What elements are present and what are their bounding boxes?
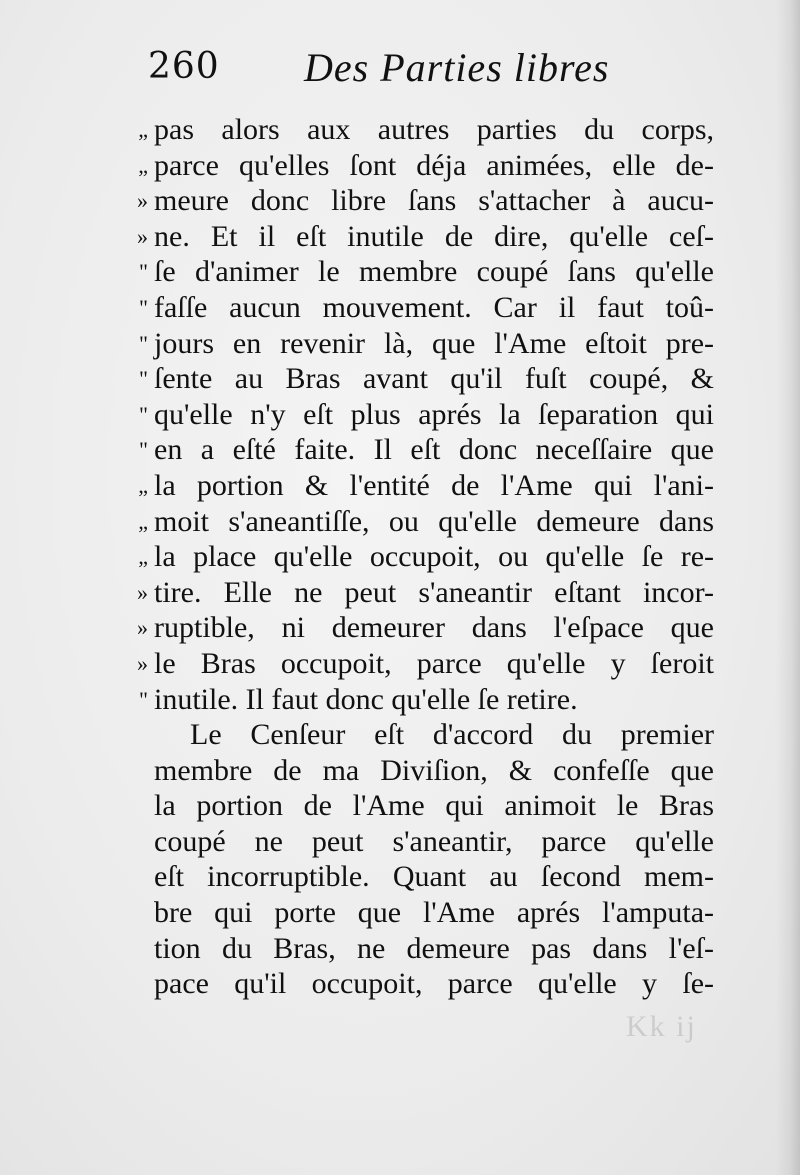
text-line	[114, 646, 714, 682]
line-text: Le Cenſeur eſt d'accord du premier	[190, 718, 714, 752]
quote-mark: "	[139, 686, 148, 712]
quote-mark: „	[138, 152, 148, 178]
line-text: en a eſté faite. Il eſt donc neceſſaire que	[154, 433, 714, 467]
quote-mark: "	[139, 437, 148, 463]
quote-mark: "	[139, 401, 148, 427]
line-text: la portion & l'entité de l'Ame qui l'ani-	[154, 468, 714, 502]
line-text: pas alors aux autres parties du corps,	[154, 113, 714, 146]
text-line	[114, 966, 714, 1002]
signature-mark-faint: Kk ij	[626, 1010, 697, 1043]
page-gutter-shadow	[776, 0, 800, 1175]
line-text: parce qu'elles ſont déja animées, elle de-	[154, 148, 714, 182]
line-text: inutile. Il faut donc qu'elle ſe retire.	[154, 682, 578, 716]
text-line	[114, 539, 714, 575]
line-text: eſt incorruptible. Quant au ſecond mem-	[154, 860, 714, 894]
line-text: le Bras occupoit, parce qu'elle y ſeroit	[154, 646, 714, 680]
quote-mark: "	[139, 294, 148, 320]
text-line	[114, 788, 714, 824]
line-text: la place qu'elle occupoit, ou qu'elle ſe re-	[154, 540, 714, 574]
quote-mark: »	[137, 579, 148, 605]
quote-mark: "	[139, 259, 148, 285]
line-text: ſente au Bras avant qu'il fuſt coupé, &	[154, 362, 714, 396]
quote-mark: "	[139, 366, 148, 392]
text-line	[114, 326, 714, 362]
paragraph-first-line	[114, 717, 714, 753]
text-line	[114, 148, 714, 184]
text-line	[114, 575, 714, 611]
line-text: coupé ne peut s'aneantir, parce qu'elle	[154, 824, 714, 858]
quote-mark: „	[138, 472, 148, 498]
text-line	[114, 468, 714, 504]
quote-mark: »	[137, 188, 148, 214]
text-line	[114, 753, 714, 789]
running-title: Des Parties libres	[304, 45, 610, 90]
line-text: membre de ma Diviſion, & confeſſe que	[154, 753, 714, 787]
line-text: bre qui porte que l'Ame aprés l'amputa-	[154, 896, 714, 930]
text-line	[114, 219, 714, 255]
text-line	[114, 361, 714, 397]
text-line	[114, 859, 714, 895]
text-line	[114, 824, 714, 860]
line-text: ruptible, ni demeurer dans l'eſpace que	[154, 611, 714, 645]
quote-mark: »	[137, 615, 148, 641]
page-header	[148, 42, 608, 98]
quote-mark: »	[137, 223, 148, 249]
line-text: moit s'aneantiſſe, ou qu'elle demeure dans	[154, 504, 714, 538]
body-text	[114, 112, 714, 1002]
quote-mark: »	[137, 650, 148, 676]
text-line	[114, 397, 714, 433]
text-line	[114, 183, 714, 219]
text-line	[114, 931, 714, 967]
text-line	[114, 290, 714, 326]
text-line	[114, 504, 714, 540]
line-text: ne. Et il eſt inutile de dire, qu'elle ceſ-	[154, 219, 714, 253]
quote-mark: "	[139, 330, 148, 356]
page-number: 260	[148, 46, 220, 87]
line-text: meure donc libre ſans s'attacher à aucu-	[154, 184, 714, 218]
quote-mark: „	[138, 508, 148, 534]
line-text: pace qu'il occupoit, parce qu'elle y ſe-	[154, 967, 714, 1001]
line-text: faſſe aucun mouvement. Car il faut toû-	[154, 290, 714, 324]
text-line	[114, 610, 714, 646]
text-line	[114, 432, 714, 468]
text-line	[114, 895, 714, 931]
quote-mark: „	[138, 544, 148, 570]
quote-mark: „	[138, 117, 148, 142]
line-text: tire. Elle ne peut s'aneantir eſtant incor-	[154, 575, 714, 609]
line-text: la portion de l'Ame qui animoit le Bras	[154, 789, 714, 823]
line-text: qu'elle n'y eſt plus aprés la ſeparation qui	[154, 397, 714, 431]
line-text: tion du Bras, ne demeure pas dans l'eſ-	[154, 931, 714, 965]
line-text: ſe d'animer le membre coupé ſans qu'elle	[154, 255, 714, 289]
text-line	[114, 254, 714, 290]
line-text: jours en revenir là, que l'Ame eſtoit pre-	[154, 326, 714, 360]
text-line	[114, 682, 714, 718]
text-line	[114, 112, 714, 148]
